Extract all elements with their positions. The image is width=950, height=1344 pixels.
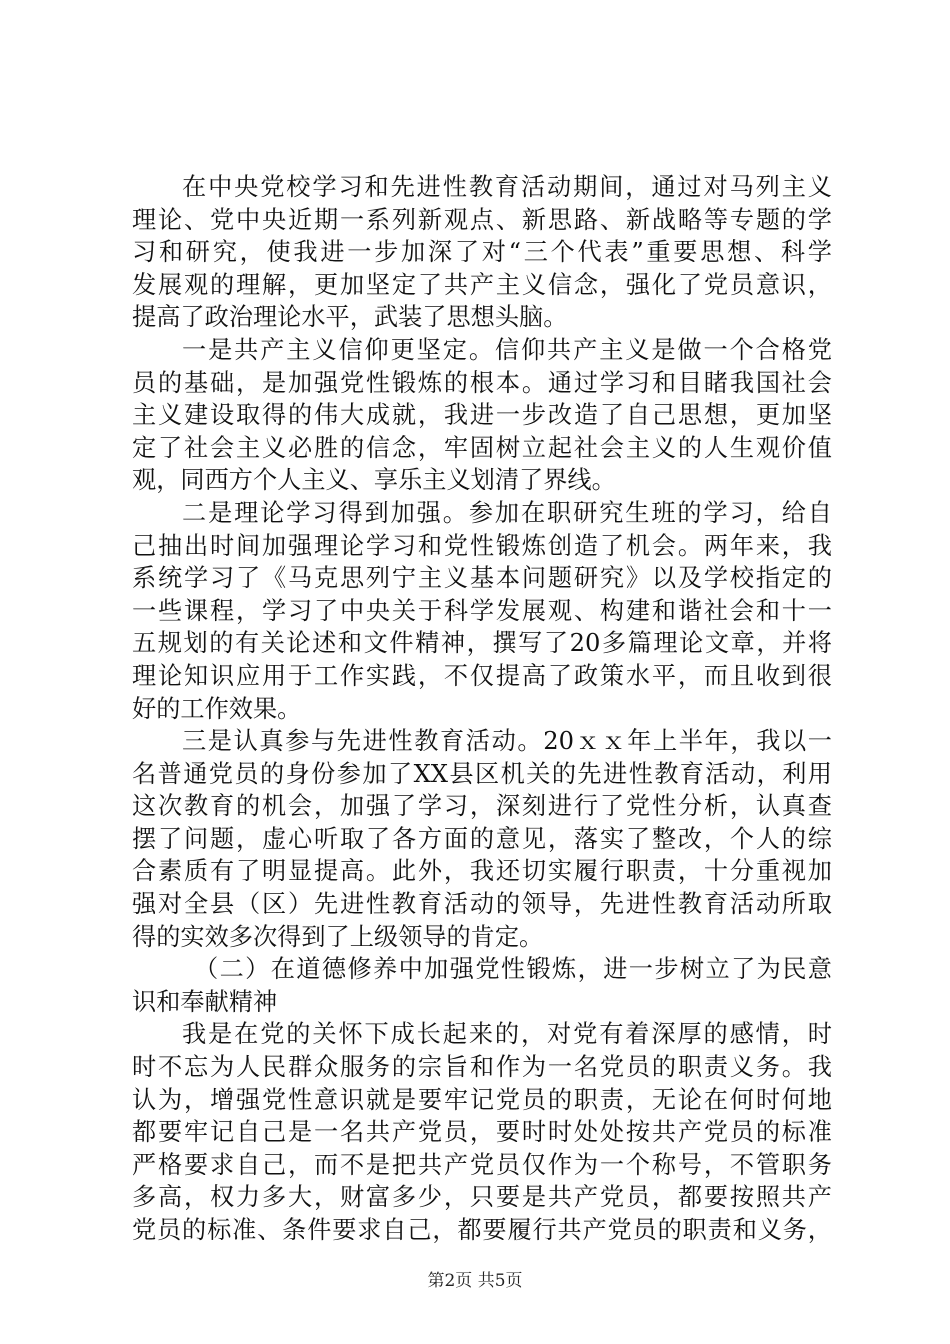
document-body	[132, 171, 832, 1247]
text-line: 系统学习了《马克思列宁主义基本问题研究》以及学校指定的	[132, 564, 832, 593]
text-line: 这次教育的机会，加强了学习，深刻进行了党性分析，认真查	[132, 792, 832, 821]
text-line: 识和奉献精神	[132, 987, 278, 1016]
text-line: 员的基础，是加强党性锻炼的根本。通过学习和目睹我国社会	[132, 368, 832, 397]
text-line: 我是在党的关怀下成长起来的，对党有着深厚的感情，时	[182, 1020, 832, 1049]
paragraph	[132, 171, 832, 334]
text-line: 提高了政治理论水平，武装了思想头脑。	[132, 303, 568, 332]
text-line: 主义建设取得的伟大成就，我进一步改造了自己思想，更加坚	[132, 401, 832, 430]
text-line: 三是认真参与先进性教育活动。20ｘｘ年上半年，我以一	[182, 727, 832, 756]
text-line: 一些课程，学习了中央关于科学发展观、构建和谐社会和十一	[132, 596, 832, 625]
text-line: 观，同西方个人主义、享乐主义划清了界线。	[132, 466, 616, 495]
text-line: 名普通党员的身份参加了XX县区机关的先进性教育活动，利用	[132, 759, 832, 788]
text-line: 好的工作效果。	[132, 694, 302, 723]
text-line: 强对全县（区）先进性教育活动的领导，先进性教育活动所取	[132, 890, 832, 919]
text-line: 五规划的有关论述和文件精神，撰写了20多篇理论文章，并将	[132, 629, 832, 658]
text-line: 严格要求自己，而不是把共产党员仅作为一个称号，不管职务	[132, 1150, 832, 1179]
paragraph	[132, 725, 832, 953]
text-line: 发展观的理解，更加坚定了共产主义信念，强化了党员意识，	[132, 270, 832, 299]
paragraph	[132, 334, 832, 497]
text-line: 定了社会主义必胜的信念，牢固树立起社会主义的人生观价值	[132, 433, 832, 462]
section-heading	[132, 953, 832, 1018]
text-line: 时不忘为人民群众服务的宗旨和作为一名党员的职责义务。我	[132, 1053, 832, 1082]
text-line: 在中央党校学习和先进性教育活动期间，通过对马列主义	[182, 173, 832, 201]
text-line: （二）在道德修养中加强党性锻炼，进一步树立了为民意	[194, 955, 832, 984]
page-number: 第2页 共5页	[427, 1271, 523, 1291]
text-line: 一是共产主义信仰更坚定。信仰共产主义是做一个合格党	[182, 335, 832, 364]
text-line: 己抽出时间加强理论学习和党性锻炼创造了机会。两年来，我	[132, 531, 832, 560]
text-line: 理论、党中央近期一系列新观点、新思路、新战略等专题的学	[132, 205, 832, 234]
text-line: 二是理论学习得到加强。参加在职研究生班的学习，给自	[182, 498, 832, 527]
paragraph	[132, 497, 832, 725]
text-line: 习和研究，使我进一步加深了对“三个代表”重要思想、科学	[132, 238, 832, 267]
text-line: 理论知识应用于工作实践，不仅提高了政策水平，而且收到很	[132, 661, 832, 690]
text-line: 都要牢记自己是一名共产党员，要时时处处按共产党员的标准	[132, 1118, 832, 1147]
text-line: 摆了问题，虚心听取了各方面的意见，落实了整改，个人的综	[132, 824, 832, 853]
text-line: 合素质有了明显提高。此外，我还切实履行职责，十分重视加	[132, 857, 832, 886]
text-line: 党员的标准、条件要求自己，都要履行共产党员的职责和义务，	[132, 1216, 832, 1244]
text-line: 多高，权力多大，财富多少，只要是共产党员，都要按照共产	[132, 1183, 832, 1212]
text-line: 认为，增强党性意识就是要牢记党员的职责，无论在何时何地	[132, 1085, 832, 1114]
text-line: 得的实效多次得到了上级领导的肯定。	[132, 922, 544, 951]
paragraph	[132, 1018, 832, 1246]
